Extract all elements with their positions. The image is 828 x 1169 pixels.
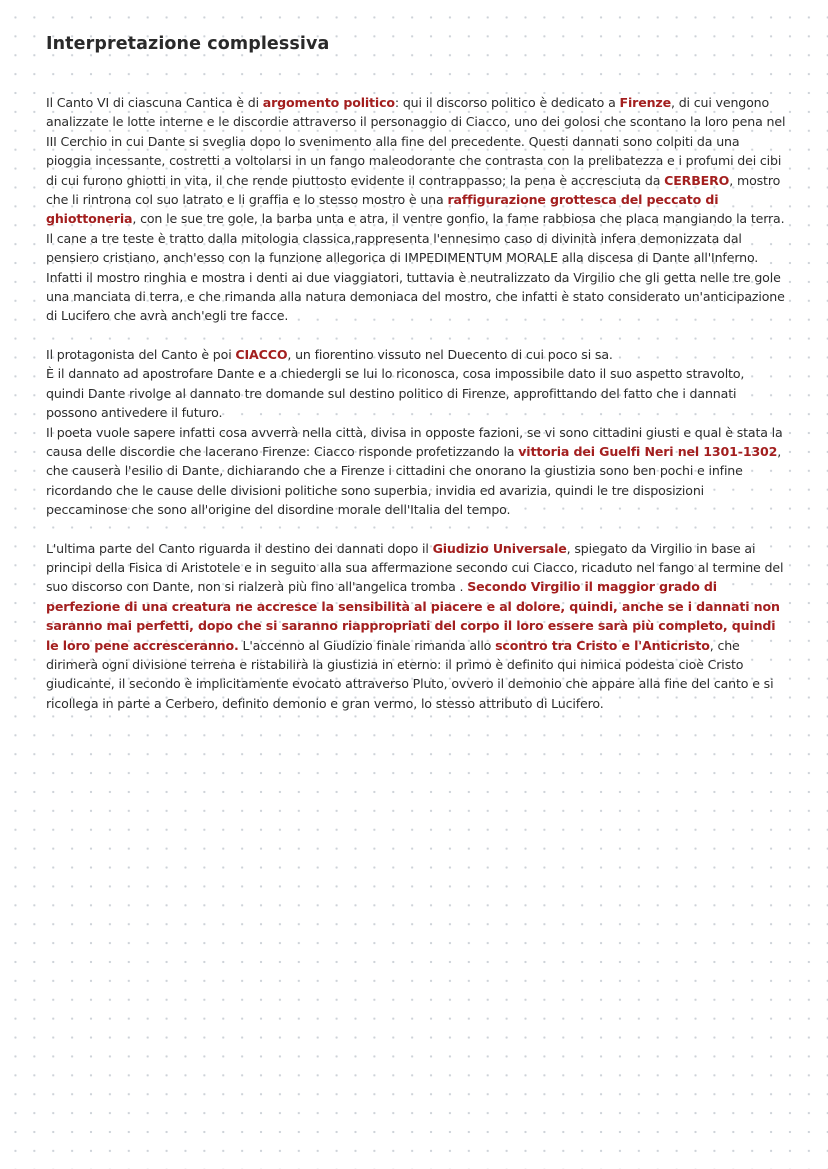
body-text: L'accenno al Giudizio finale rimanda allo (238, 637, 496, 653)
highlighted-text: Firenze (619, 95, 671, 110)
page-title: Interpretazione complessiva (46, 34, 330, 54)
body-text: , che dirimerà ogni divisione terrena e ristabilirà la giustizia in eterno: il primo è definito qui nimica podesta cioè Cristo giudicante, il secondo è implicitamente evocato attraverso Pluto, ovvero il demonio che appare alla fine del canto e si ricollega in parte a Cerbero, definito demonio e gran vermo, lo stesso attributo di Lucifero. (46, 637, 774, 711)
highlighted-text: Giudizio Universale (432, 540, 567, 556)
body-text: L'ultima parte del Canto riguarda il destino dei dannati dopo il (46, 540, 433, 556)
body-text: , di cui vengono analizzate le lotte interne e le discordie attraverso il personaggio di Ciacco, uno dei golosi che scontano la loro pena nel III Cerchio in cui Dante si sveglia dopo lo svenimento alla fine del precedente. Questi dannati sono colpiti da una pioggia incessante, costretti a voltolarsi in un fango maleodorante che contrasta con la prelibatezza e i profumi dei cibi di cui furono ghiotti in vita, il che rende piuttosto evidente il contrappasso; la pena è accresciuta da (46, 95, 786, 188)
body-text: , che causerà l'esilio di Dante, dichiarando che a Firenze i cittadini che onorano la giustizia sono ben pochi e infine ricordando che le cause delle divisioni politiche sono superbia, invidia ed avarizia, quindi le tre disposizioni peccaminose che sono all'origine del disordine morale dell'Italia del tempo. (46, 443, 782, 518)
body-text: , con le sue tre gole, la barba unta e atra, il ventre gonfio, la fame rabbiosa che placa mangiando la terra. Il cane a tre teste è tratto dalla mitologia classica,rappresenta l'ennesimo caso di divinità infera demonizzata dal pensiero cristiano, anch'esso con la funzione allegorica di IMPEDIMENTUM MORALE alla discesa di Dante all'Inferno. Infatti il mostro ringhia e mostra i denti ai due viaggiatori, tuttavia è neutralizzato da Virgilio che gli getta nelle tre gole una manciata di terra, e che rimanda alla natura demoniaca del mostro, che infatti è stato considerato un'anticipazione di Lucifero che avrà anch'egli tre facce. (46, 211, 785, 324)
highlighted-text: raffigurazione grottesca del peccato di ghiottoneria (46, 192, 719, 227)
body-text: , mostro che li rintrona col suo latrato e li graffia e lo stesso mostro è una (46, 172, 781, 208)
paragraph (46, 539, 786, 714)
highlighted-text: vittoria dei Guelfi Neri nel 1301-1302 (518, 443, 778, 459)
body-text: , spiegato da Virgilio in base ai principi della Fisica di Aristotele e in seguito alla sua affermazione secondo cui Ciacco, ricaduto nel fango al termine del suo discorso con Dante, non si rialzerà più fino all'angelica tromba . (46, 540, 784, 595)
paragraph (46, 345, 786, 520)
highlighted-text: scontro tra Cristo e l'Anticristo (495, 637, 710, 653)
body-text: , un fiorentino vissuto nel Duecento di cui poco si sa. (287, 346, 613, 362)
paragraph (46, 93, 786, 326)
body-text: Il poeta vuole sapere infatti cosa avverrà nella città, divisa in opposte fazioni, se vi sono cittadini giusti e qual è stata la causa delle discordie che lacerano Firenze: Ciacco risponde profetizzando la (46, 424, 783, 459)
body-text: Il protagonista del Canto è poi (46, 346, 236, 362)
body-text: È il dannato ad apostrofare Dante e a chiedergli se lui lo riconosca, cosa impossibile dato il suo aspetto stravolto, quindi Dante rivolge al dannato tre domande sul destino politico di Firenze, approfittando del fatto che i dannati possono antivedere il futuro. (46, 366, 745, 421)
highlighted-text: argomento politico (262, 95, 395, 110)
body-text: Il Canto VI di ciascuna Cantica è di (46, 95, 263, 110)
document-body (46, 93, 786, 713)
highlighted-text: Secondo Virgilio il maggior grado di perfezione di una creatura ne accresce la sensibilità al piacere e al dolore, quindi, anche se i dannati non saranno mai perfetti, dopo che si saranno riappropriati del corpo il loro essere sarà più completo, quindi le loro pene accresceranno. (46, 579, 780, 653)
body-text: : qui il discorso politico è dedicato a (394, 95, 620, 110)
highlighted-text: CERBERO (664, 172, 730, 188)
document-page (46, 34, 786, 732)
highlighted-text: CIACCO (235, 346, 288, 362)
